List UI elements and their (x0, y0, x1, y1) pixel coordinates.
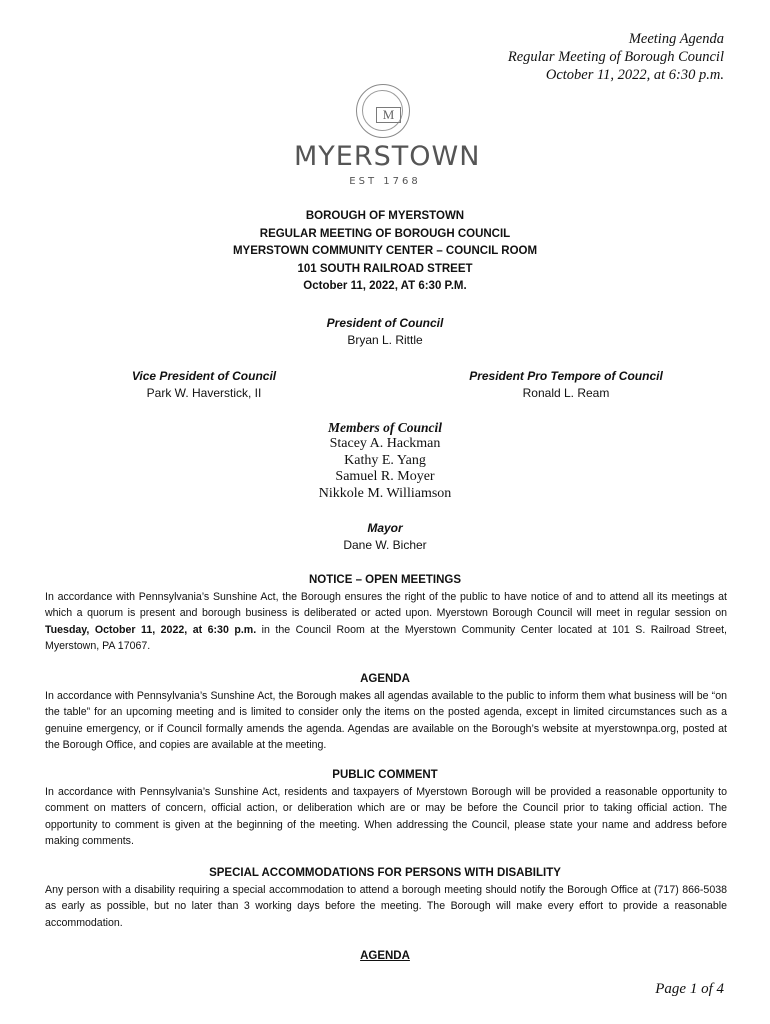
mayor-block (0, 520, 770, 554)
public-comment-body: In accordance with Pennsylvania’s Sunshine Act, residents and taxpayers of Myerstown Borough will be provided a reasonable opportunity to comment on matters of concern, official action, or deliberation which are or may be before the Council prior to taking official action. The opportunity to comment is given at the beginning of the meeting. When addressing the Council, please state your name and address before making comments. (45, 786, 727, 847)
logo-wordmark: MYERSTOWN (294, 141, 481, 172)
agenda-notice-body: In accordance with Pennsylvania’s Sunshine Act, the Borough makes all agendas available to the public to inform them what business will be “on the table” for an upcoming meeting and is limited to consider only the items on the posted agenda, except in limited circumstances such as a genuine emergency, or if Council formally amends the agenda. Agendas are available on the Borough’s website at myerstownpa.org, posted at the Borough Office, and copies are available at the meeting. (45, 690, 727, 751)
member-name: Kathy E. Yang (344, 452, 426, 468)
mayor-name: Dane W. Bicher (343, 538, 427, 552)
header-line-1: Meeting Agenda (628, 31, 724, 47)
borough-logo (294, 82, 481, 192)
president-block (0, 315, 770, 349)
member-name: Nikkole M. Williamson (318, 485, 452, 501)
header-line-3: October 11, 2022, at 6:30 p.m. (545, 67, 724, 83)
pro-tempore-title: President Pro Tempore of Council (469, 369, 663, 383)
public-comment-title: PUBLIC COMMENT (332, 769, 438, 781)
title-line-3: MYERSTOWN COMMUNITY CENTER – COUNCIL ROOM (232, 245, 538, 257)
running-header (508, 30, 724, 84)
title-line-5: October 11, 2022, AT 6:30 P.M. (303, 280, 467, 292)
notice-meeting-date: Tuesday, October 11, 2022, at 6:30 p.m. (45, 623, 257, 636)
logo-established: EST 1768 (349, 176, 421, 187)
agenda-heading: AGENDA (360, 950, 410, 962)
logo-emblem (356, 84, 410, 138)
vice-president-block (74, 368, 334, 402)
pro-tempore-name: Ronald L. Ream (522, 386, 610, 400)
members-title: Members of Council (327, 420, 442, 435)
members-block (0, 420, 770, 502)
accommodations-body: Any person with a disability requiring a special accommodation to attend a borough meeting should notify the Borough Office at (717) 866-5038 as early as possible, but no later than 3 working days before the meeting. The Borough will make every effort to provide a reasonable accommodation. (45, 884, 727, 929)
president-title: President of Council (326, 316, 444, 330)
vice-president-title: Vice President of Council (131, 369, 277, 383)
mayor-title: Mayor (367, 521, 403, 535)
member-name: Samuel R. Moyer (335, 469, 435, 484)
pro-tempore-block (436, 368, 696, 402)
member-name: Stacey A. Hackman (329, 436, 441, 451)
page-number: Page 1 of 4 (655, 981, 724, 997)
logo-monogram: M (376, 107, 401, 123)
notice-text-b: in the Council Room at the Myerstown Community Center located at 101 S. Railroad Street, Myerstown, PA 17067. (45, 623, 727, 652)
title-line-1: BOROUGH OF MYERSTOWN (305, 210, 465, 222)
title-line-4: 101 SOUTH RAILROAD STREET (297, 262, 473, 275)
agenda-notice-title: AGENDA (360, 673, 410, 685)
notice-title: NOTICE – OPEN MEETINGS (308, 574, 462, 586)
accommodations-title: SPECIAL ACCOMMODATIONS FOR PERSONS WITH DISABILITY (209, 867, 561, 879)
title-block (0, 208, 770, 296)
header-line-2: Regular Meeting of Borough Council (507, 49, 724, 65)
notice-text-a: In accordance with Pennsylvania’s Sunshine Act, the Borough ensures the right of the public to have notice of and to attend all its meetings at which a quorum is present and borough business is deliberated or acted upon. Myerstown Borough Council will meet in regular session on (45, 591, 727, 620)
title-line-2: REGULAR MEETING OF BOROUGH COUNCIL (259, 227, 511, 240)
notice-body (45, 589, 727, 654)
president-name: Bryan L. Rittle (347, 333, 423, 347)
vice-president-name: Park W. Haverstick, II (146, 386, 262, 400)
